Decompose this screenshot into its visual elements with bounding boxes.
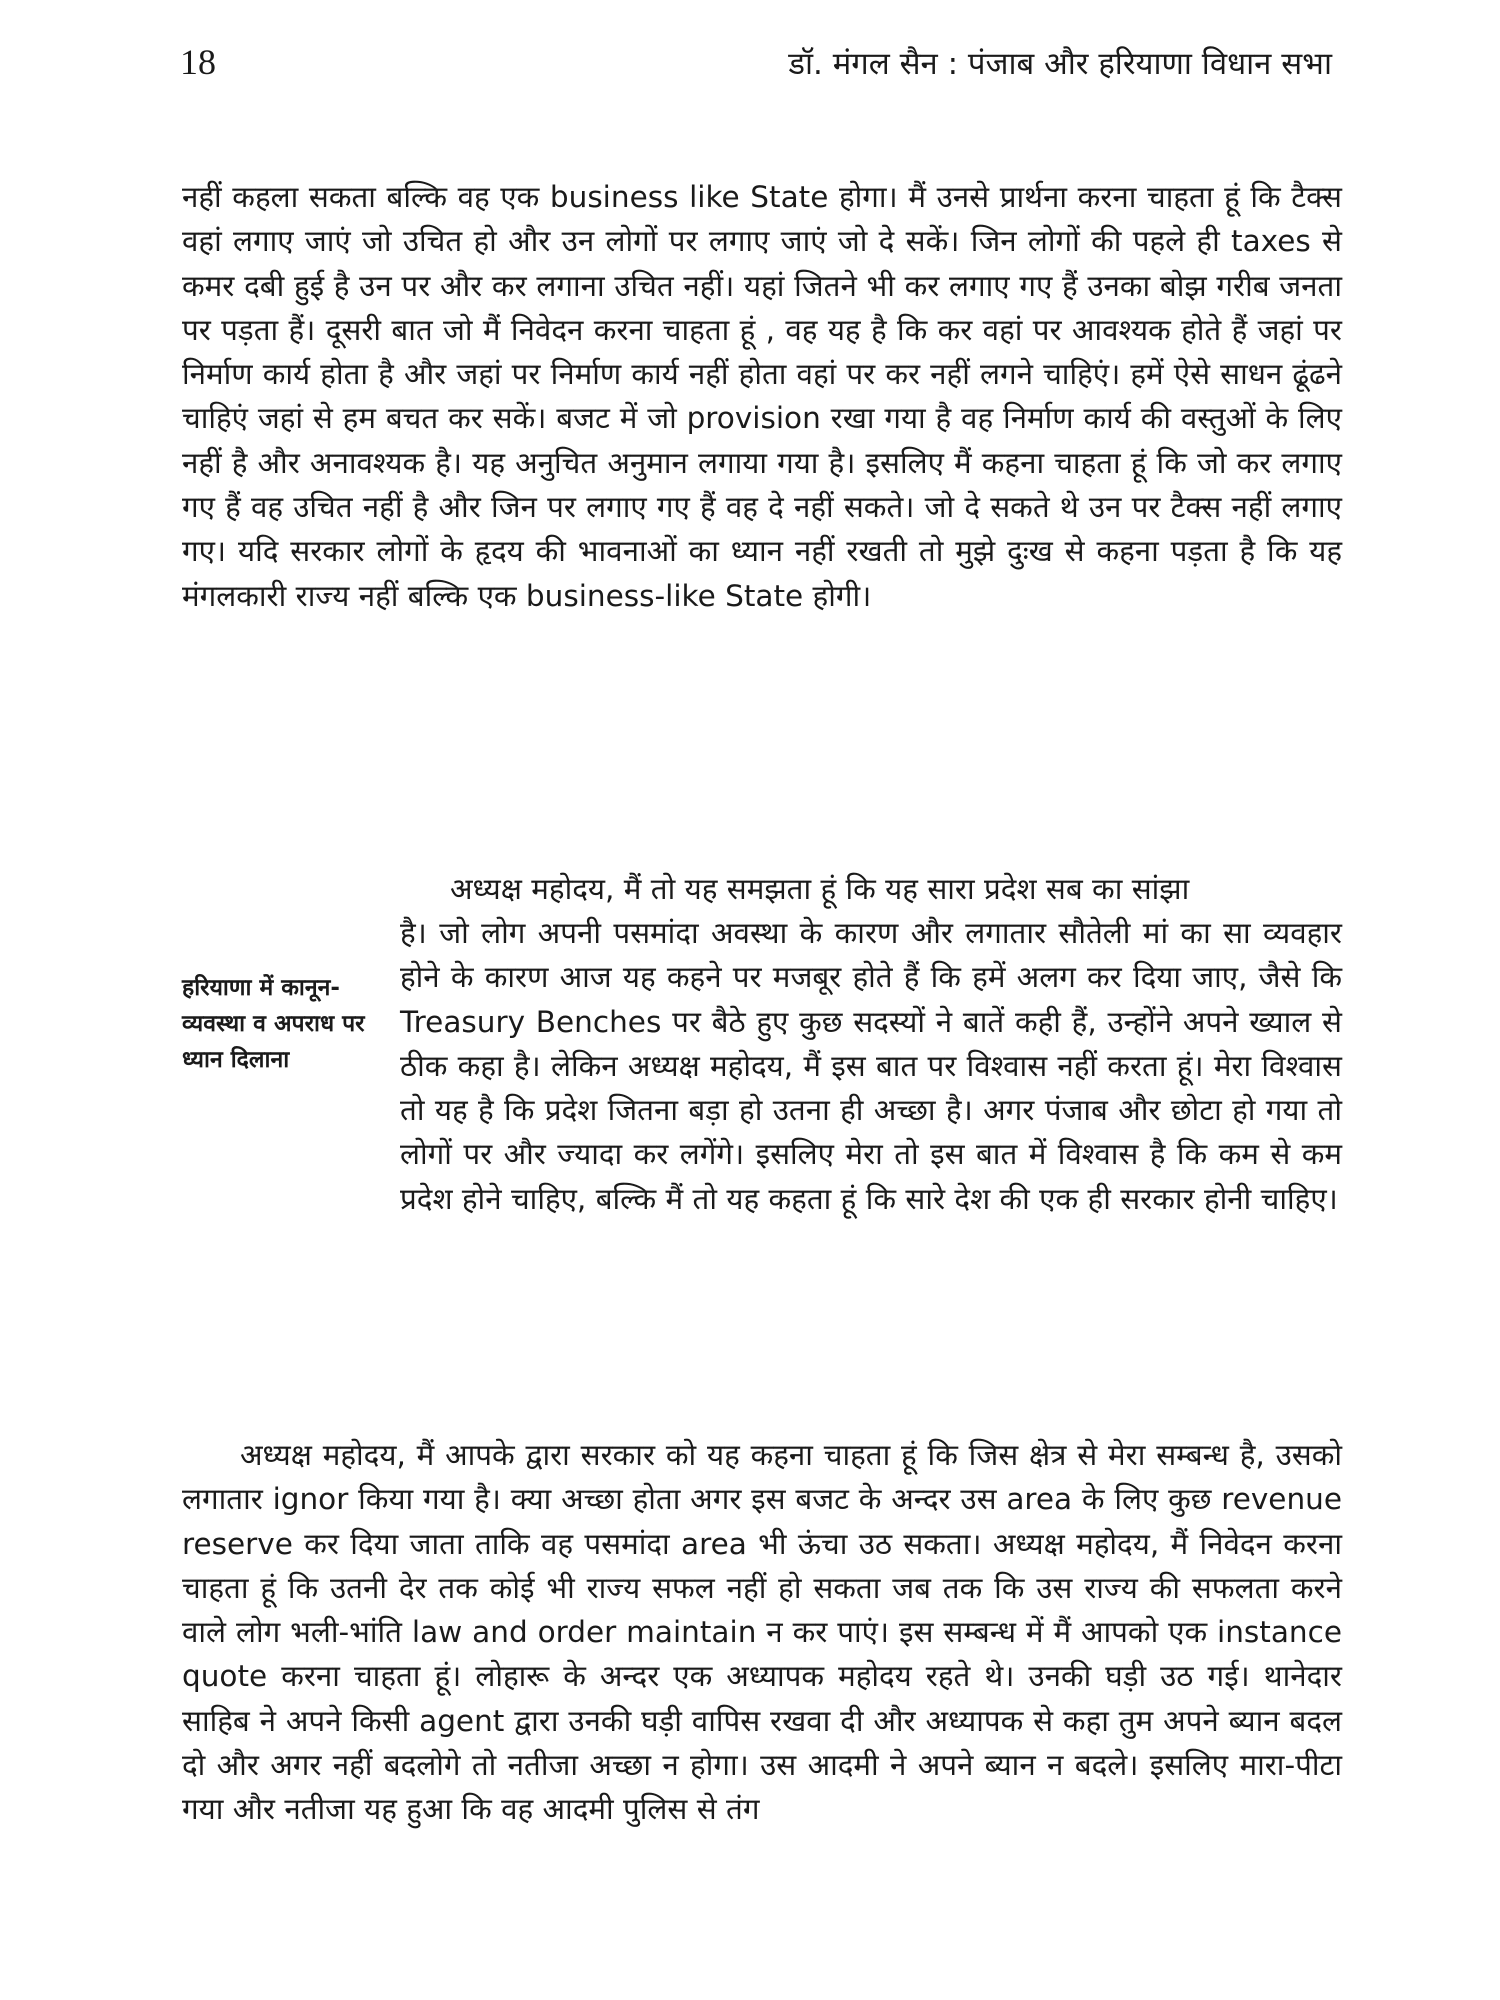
margin-note: हरियाणा में कानून-व्यवस्था व अपराध पर ध्यान दिलाना xyxy=(182,975,365,1073)
paragraph-law-and-order: अध्यक्ष महोदय, मैं आपके द्वारा सरकार को यह कहना चाहता हूं कि जिस क्षेत्र से मेरा सम्बन्ध है, उसको लगातार ignor किया गया है। क्या अच्छा होता अगर इस बजट के अन्दर उस area के लिए कुछ revenue reserve कर दिया जाता ताकि वह पसमांदा area भी ऊंचा उठ सकता। अध्यक्ष महोदय, मैं निवेदन करना चाहता हूं कि उतनी देर तक कोई भी राज्य सफल नहीं हो सकता जब तक कि उस राज्य की सफलता करने वाले लोग भली-भांति law and order maintain न कर पाएं। इस सम्बन्ध में मैं आपको एक instance quote करना चाहता हूं। लोहारू के अन्दर एक अध्यापक महोदय रहते थे। उनकी घड़ी उठ गई। थानेदार साहिब ने अपने किसी agent द्वारा उनकी घड़ी वापिस रखवा दी और अध्यापक से कहा तुम अपने ब्यान बदल दो और अगर नहीं बदलोगे तो नतीजा अच्छा न होगा। उस आदमी ने अपने ब्यान न बदले। इसलिए मारा-पीटा गया और नतीजा यह हुआ कि वह आदमी पुलिस से तंग xyxy=(182,1438,1342,1827)
paragraph-state-unity-first-line: अध्यक्ष महोदय, मैं तो यह समझता हूं कि यह सारा प्रदेश सब का सांझा xyxy=(450,872,1190,906)
paragraph-budget-taxes: नहीं कहला सकता बल्कि वह एक business like State होगा। मैं उनसे प्रार्थना करना चाहता हूं कि टैक्स वहां लगाए जाएं जो उचित हो और उन लोगों पर लगाए जाएं जो दे सकें। जिन लोगों की पहले ही taxes से कमर दबी हुई है उन पर और कर लगाना उचित नहीं। यहां जितने भी कर लगाए गए हैं उनका बोझ गरीब जनता पर पड़ता हैं। दूसरी बात जो मैं निवेदन करना चाहता हूं , वह यह है कि कर वहां पर आवश्यक होते हैं जहां पर निर्माण कार्य होता है और जहां पर निर्माण कार्य नहीं होता वहां पर कर नहीं लगने चाहिएं। हमें ऐसे साधन ढूंढने चाहिएं जहां से हम बचत कर सकें। बजट में जो provision रखा गया है वह निर्माण कार्य की वस्तुओं के लिए नहीं है और अनावश्यक है। यह अनुचित अनुमान लगाया गया है। इसलिए मैं कहना चाहता हूं कि जो कर लगाए गए हैं वह उचित नहीं है और जिन पर लगाए गए हैं वह दे नहीं सकते। जो दे सकते थे उन पर टैक्स नहीं लगाए गए। यदि सरकार लोगों के हृदय की भावनाओं का ध्यान नहीं रखती तो मुझे दुःख से कहना पड़ता है कि यह मंगलकारी राज्य नहीं बल्कि एक business-like State होगी। xyxy=(182,180,1342,613)
paragraph-state-unity: है। जो लोग अपनी पसमांदा अवस्था के कारण और लगातार सौतेली मां का सा व्यवहार होने के कारण आज यह कहने पर मजबूर होते हैं कि हमें अलग कर दिया जाए, जैसे कि Treasury Benches पर बैठे हुए कुछ सदस्यों ने बातें कही हैं, उन्होंने अपने ख्याल से ठीक कहा है। लेकिन अध्यक्ष महोदय, मैं इस बात पर विश्वास नहीं करता हूं। मेरा विश्वास तो यह है कि प्रदेश जितना बड़ा हो उतना ही अच्छा है। अगर पंजाब और छोटा हो गया तो लोगों पर और ज्यादा कर लगेंगे। इसलिए मेरा तो इस बात में विश्वास है कि कम से कम प्रदेश होने चाहिए, बल्कि मैं तो यह कहता हूं कि सारे देश की एक ही सरकार होनी चाहिए। xyxy=(400,916,1342,1216)
page-number: 18 xyxy=(180,42,216,82)
running-header: डॉ. मंगल सैन : पंजाब और हरियाणा विधान सभा xyxy=(788,46,1332,82)
